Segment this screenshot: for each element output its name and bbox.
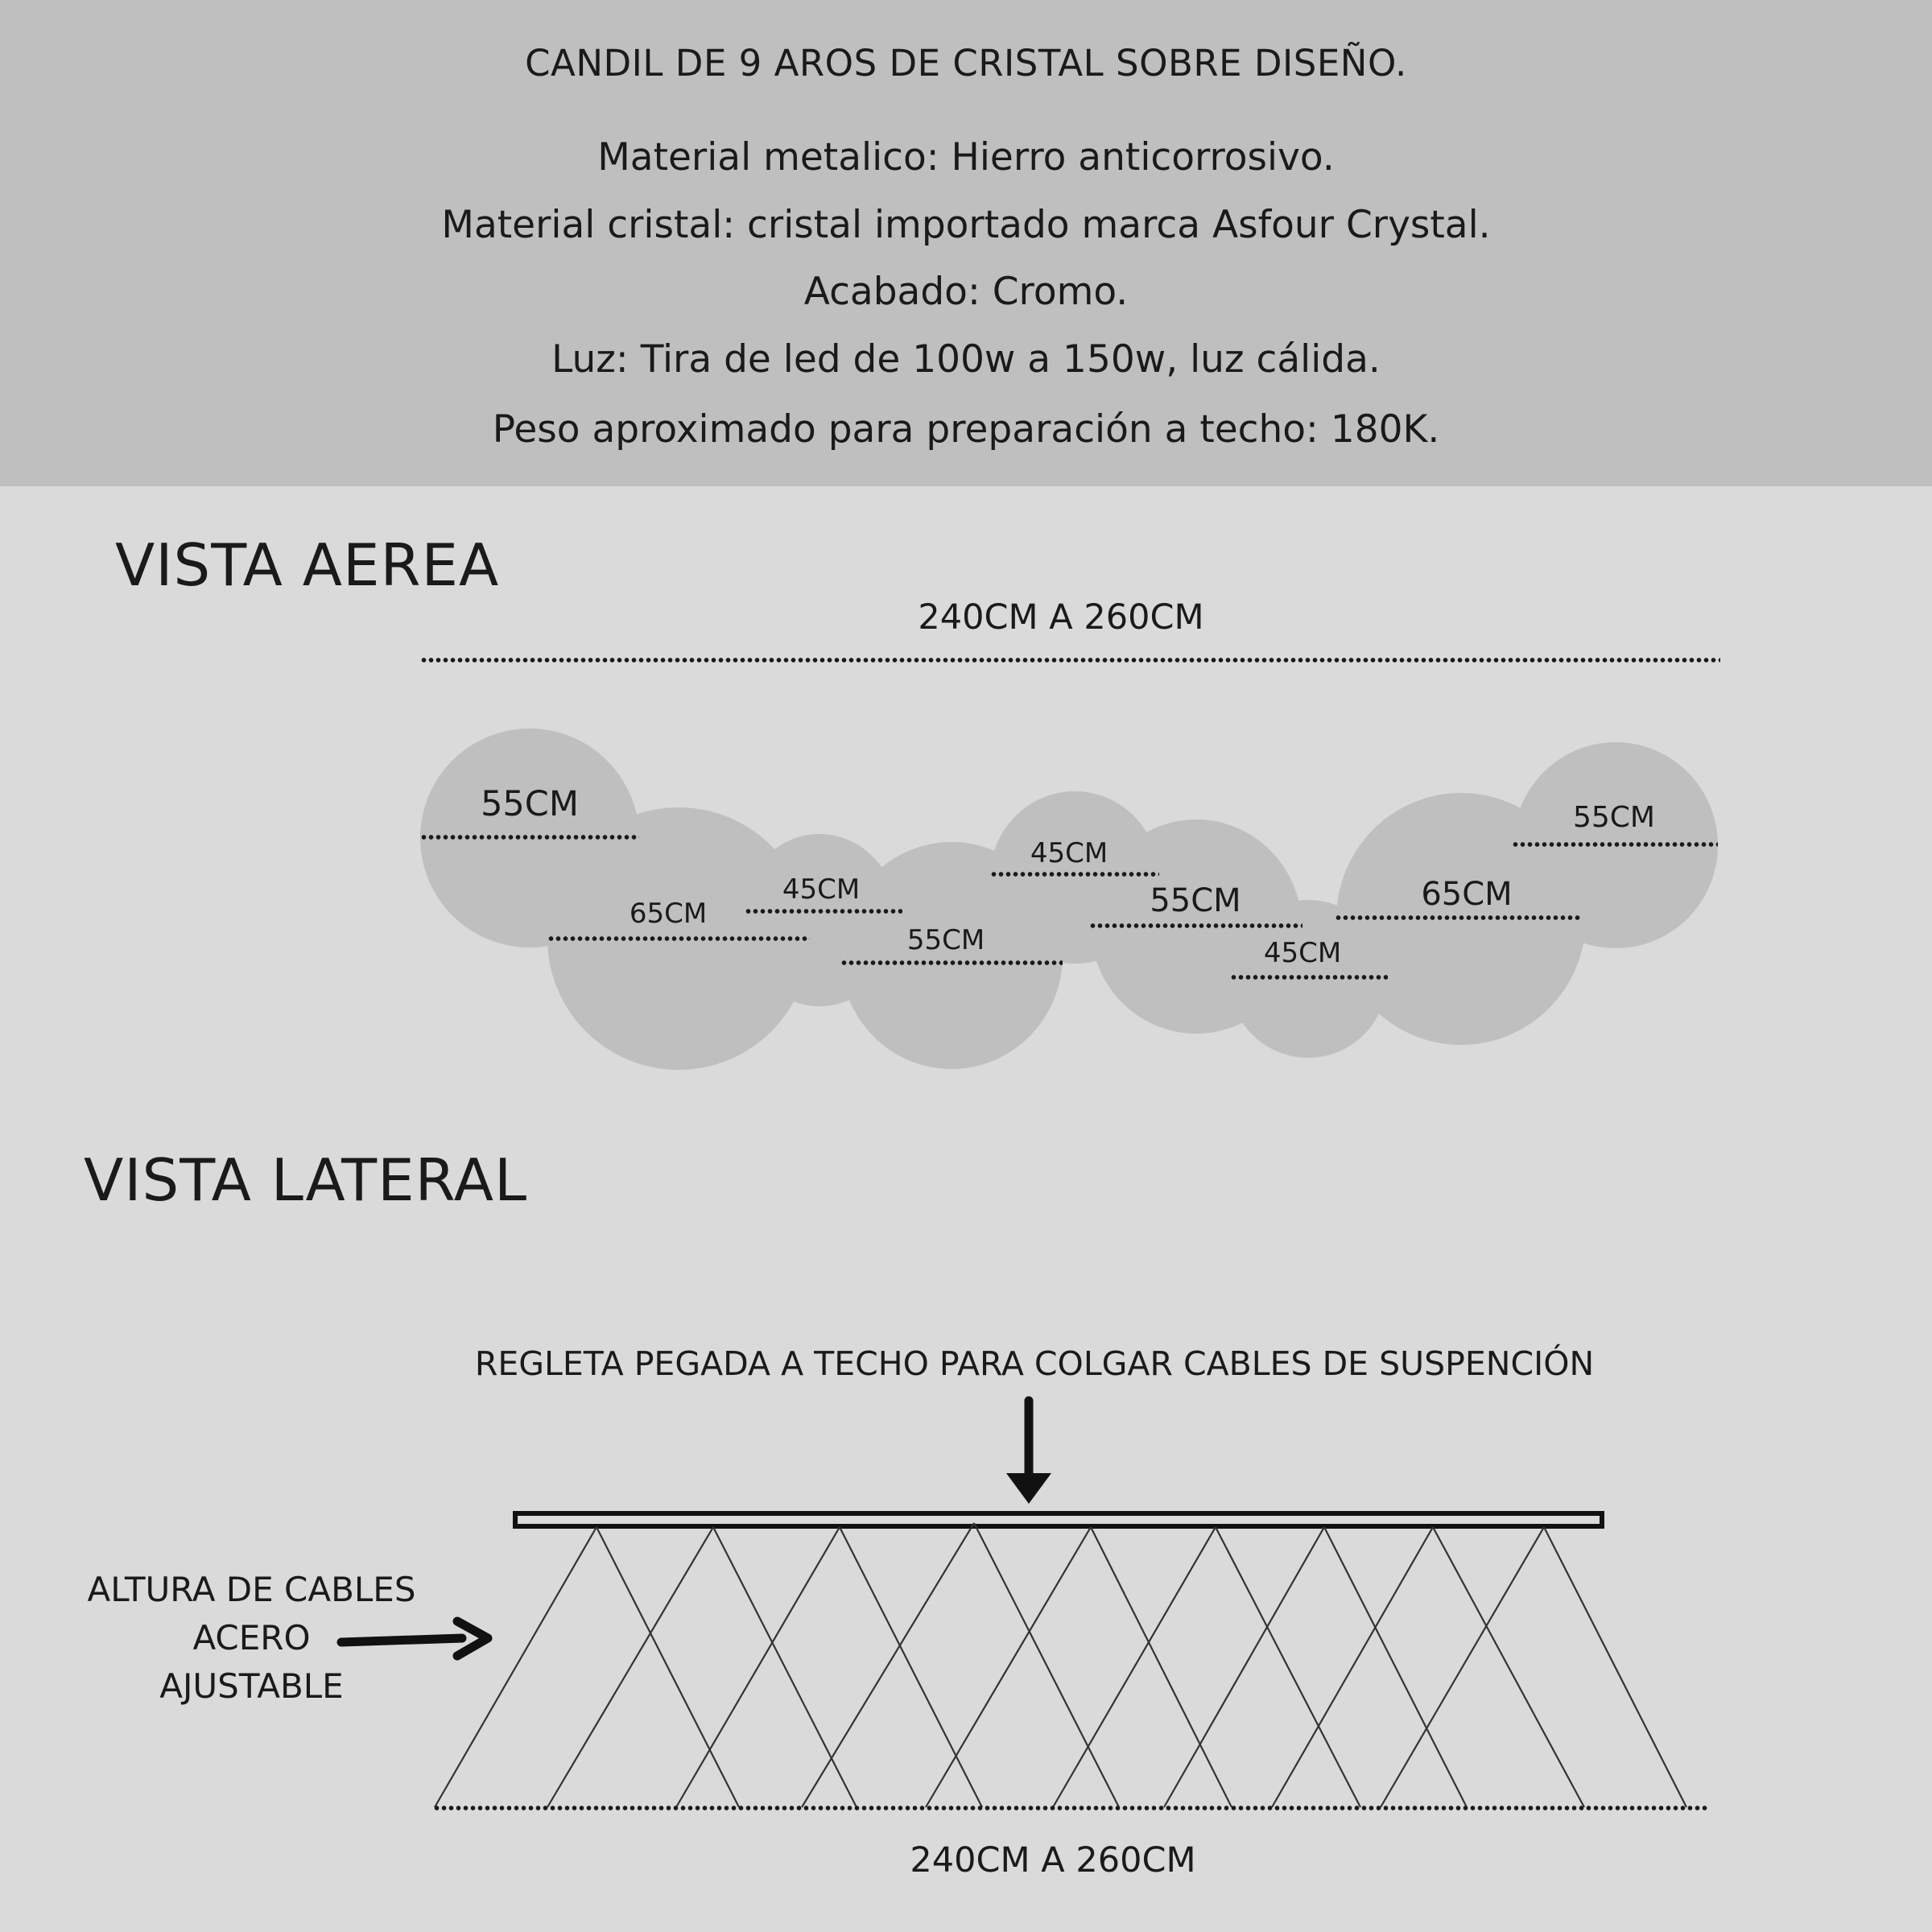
- ring-1-label: 55CM: [481, 784, 579, 824]
- lateral-view-title: VISTA LATERAL: [84, 1146, 528, 1214]
- spec-line-metal: Material metalico: Hierro anticorrosivo.: [597, 135, 1335, 180]
- cables-label-line-1: ALTURA DE CABLES: [87, 1570, 416, 1609]
- ring-6-label: 55CM: [1150, 882, 1241, 919]
- ring-9-label: 55CM: [1572, 801, 1655, 834]
- cables-label-line-3: AJUSTABLE: [159, 1666, 344, 1706]
- suspension-cables: [435, 1523, 1686, 1807]
- rail-label: REGLETA PEGADA A TECHO PARA COLGAR CABLES DE SUSPENCIÓN: [474, 1344, 1595, 1383]
- aerial-view-title: VISTA AEREA: [115, 531, 500, 599]
- lateral-total-width-label: 240CM A 260CM: [910, 1840, 1196, 1880]
- ring-7-label: 45CM: [1263, 937, 1342, 969]
- spec-line-light: Luz: Tira de led de 100w a 150w, luz cálida.: [551, 337, 1381, 382]
- ceiling-rail: [515, 1513, 1602, 1526]
- ring-5-label: 45CM: [1030, 837, 1108, 869]
- ring-3-label: 45CM: [782, 873, 861, 906]
- lateral-total-width-line: [433, 1806, 1709, 1810]
- cables-arrow-icon: [341, 1621, 488, 1656]
- spec-line-crystal: Material cristal: cristal importado marca Asfour Crystal.: [441, 203, 1491, 247]
- ring-4-label: 55CM: [906, 924, 985, 956]
- product-title: CANDIL DE 9 AROS DE CRISTAL SOBRE DISEÑO.: [525, 42, 1407, 85]
- rail-arrow-icon: [1006, 1401, 1051, 1504]
- cables-label-line-2: ACERO: [192, 1618, 311, 1657]
- ring-2-label: 65CM: [629, 898, 708, 930]
- aerial-total-width-label: 240CM A 260CM: [918, 597, 1204, 638]
- ring-8-label: 65CM: [1421, 876, 1513, 913]
- spec-line-weight: Peso aproximado para preparación a techo: 180K.: [492, 407, 1440, 452]
- spec-line-finish: Acabado: Cromo.: [803, 270, 1129, 314]
